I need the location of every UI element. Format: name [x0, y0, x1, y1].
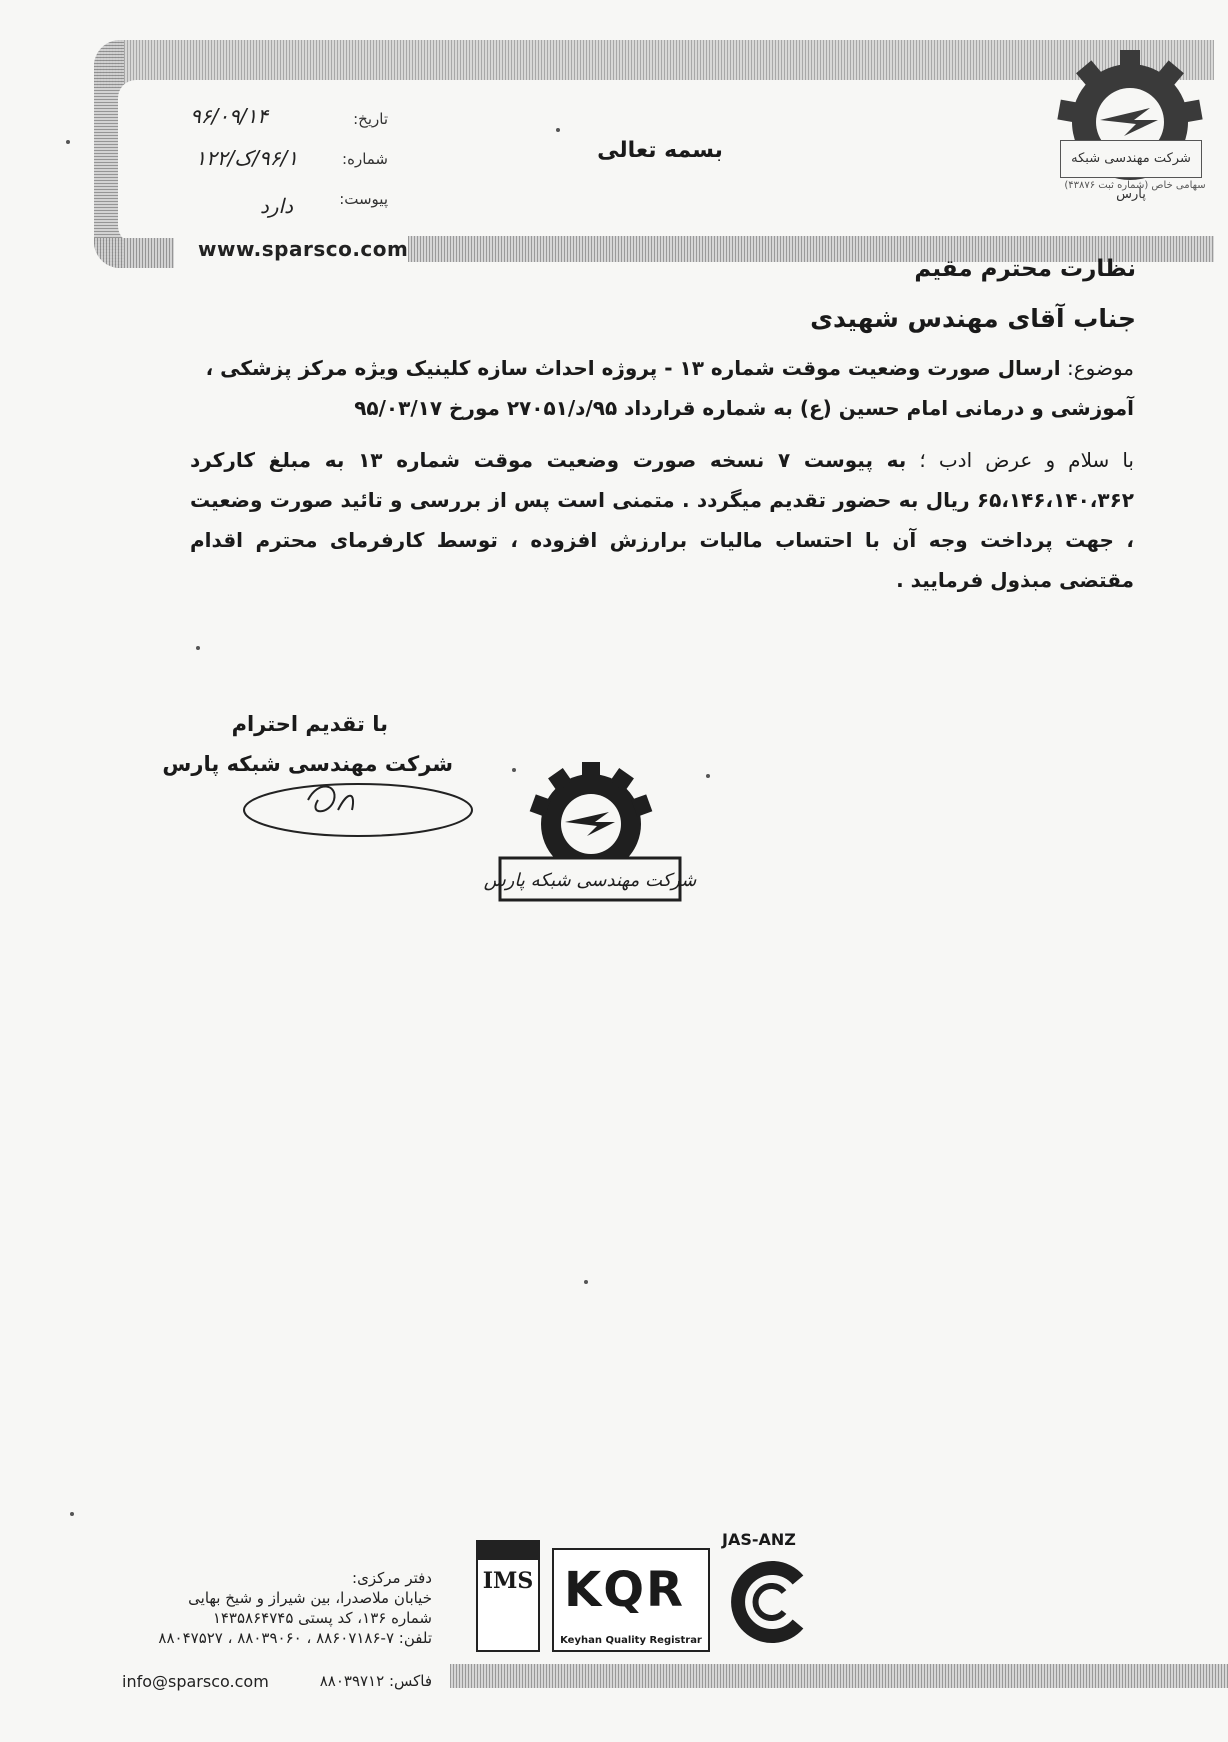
body-greeting: با سلام و عرض ادب ؛ [919, 448, 1135, 472]
date-value: ۹۶/۰۹/۱۴ [190, 104, 268, 128]
footer-email: info@sparsco.com [122, 1672, 269, 1691]
company-stamp-icon [483, 762, 697, 904]
footer-address [158, 1568, 432, 1648]
jas-anz-icon [724, 1556, 816, 1648]
subject-label: موضوع: [1066, 356, 1134, 380]
number-label: شماره: [342, 150, 388, 168]
ims-label: IMS [482, 1568, 534, 1594]
closing: با تقدیم احترام [231, 712, 388, 736]
website-url: www.sparsco.com [198, 237, 409, 261]
footer-band [450, 1664, 1228, 1688]
footer-fax: فاکس: ۸۸۰۳۹۷۱۲ [319, 1672, 432, 1690]
speck [70, 1512, 74, 1516]
date-label: تاریخ: [353, 110, 388, 128]
addressee-line2: جناب آقای مهندس شهیدی [810, 304, 1136, 333]
subject [190, 348, 1134, 428]
speck [196, 646, 200, 650]
logo-registration: سهامی خاص (شماره ثبت ۴۳۸۷۶) [1064, 180, 1206, 191]
jas-anz-label: JAS-ANZ [722, 1530, 796, 1549]
kqr-label: KQR [564, 1562, 685, 1618]
company-name: شرکت مهندسی شبکه پارس [162, 752, 453, 776]
speck [706, 774, 710, 778]
number-value: ۹۶/۱/ک/۱۲۲ [195, 146, 298, 170]
speck [584, 1280, 588, 1284]
kqr-certification-logo [552, 1548, 710, 1652]
speck [512, 768, 516, 772]
subject-text: ارسال صورت وضعیت موقت شماره ۱۳ - پروژه احداث سازه کلینیک ویژه مرکز پزشکی ، آموزشی و درمانی امام حسین (ع) به شماره قرارداد ۹۵/د/۲۷۰۵۱ مورخ ۹۵/۰۳/۱۷ [205, 356, 1134, 420]
body-paragraph [190, 440, 1134, 600]
attachment-value: دارد [259, 194, 293, 218]
svg-text:شرکت مهندسی شبکه پارس: شرکت مهندسی شبکه پارس [483, 870, 697, 891]
address-line2: شماره ۱۳۶، کد پستی ۱۴۳۵۸۶۴۷۴۵ [212, 1609, 432, 1627]
signature-icon [238, 770, 478, 850]
office-label: دفتر مرکزی: [352, 1569, 432, 1587]
addressee-line1: نظارت محترم مقیم [914, 256, 1136, 282]
header-band-bottom-left [94, 238, 174, 268]
address-line1: خیابان ملاصدرا، بین شیراز و شیخ بهایی [188, 1589, 432, 1607]
attachment-label: پیوست: [339, 190, 388, 208]
body-text: به پیوست ۷ نسخه صورت وضعیت موقت شماره ۱۳ به مبلغ کارکرد ۶۵،۱۴۶،۱۴۰،۳۶۲ ریال به حضور تقدیم میگردد . متمنی است پس از بررسی و تائید صورت وضعیت ، جهت پرداخت وجه آن با احتساب مالیات برارزش افزوده ، توسط کارفرمای محترم اقدام مقتضی مبذول فرمایید . [190, 448, 1134, 592]
logo-caption: شرکت مهندسی شبکه پارس [1060, 140, 1202, 178]
kqr-caption: Keyhan Quality Registrar [560, 1635, 702, 1646]
speck [66, 140, 70, 144]
ims-bar [478, 1542, 538, 1560]
besmeh-title: بسمه تعالی [597, 138, 723, 163]
ims-certification-logo [476, 1540, 540, 1652]
speck [556, 128, 560, 132]
phone-numbers: تلفن: ۷-۸۸۶۰۷۱۸۶ ، ۸۸۰۳۹۰۶۰ ، ۸۸۰۴۷۵۲۷ [158, 1629, 432, 1647]
